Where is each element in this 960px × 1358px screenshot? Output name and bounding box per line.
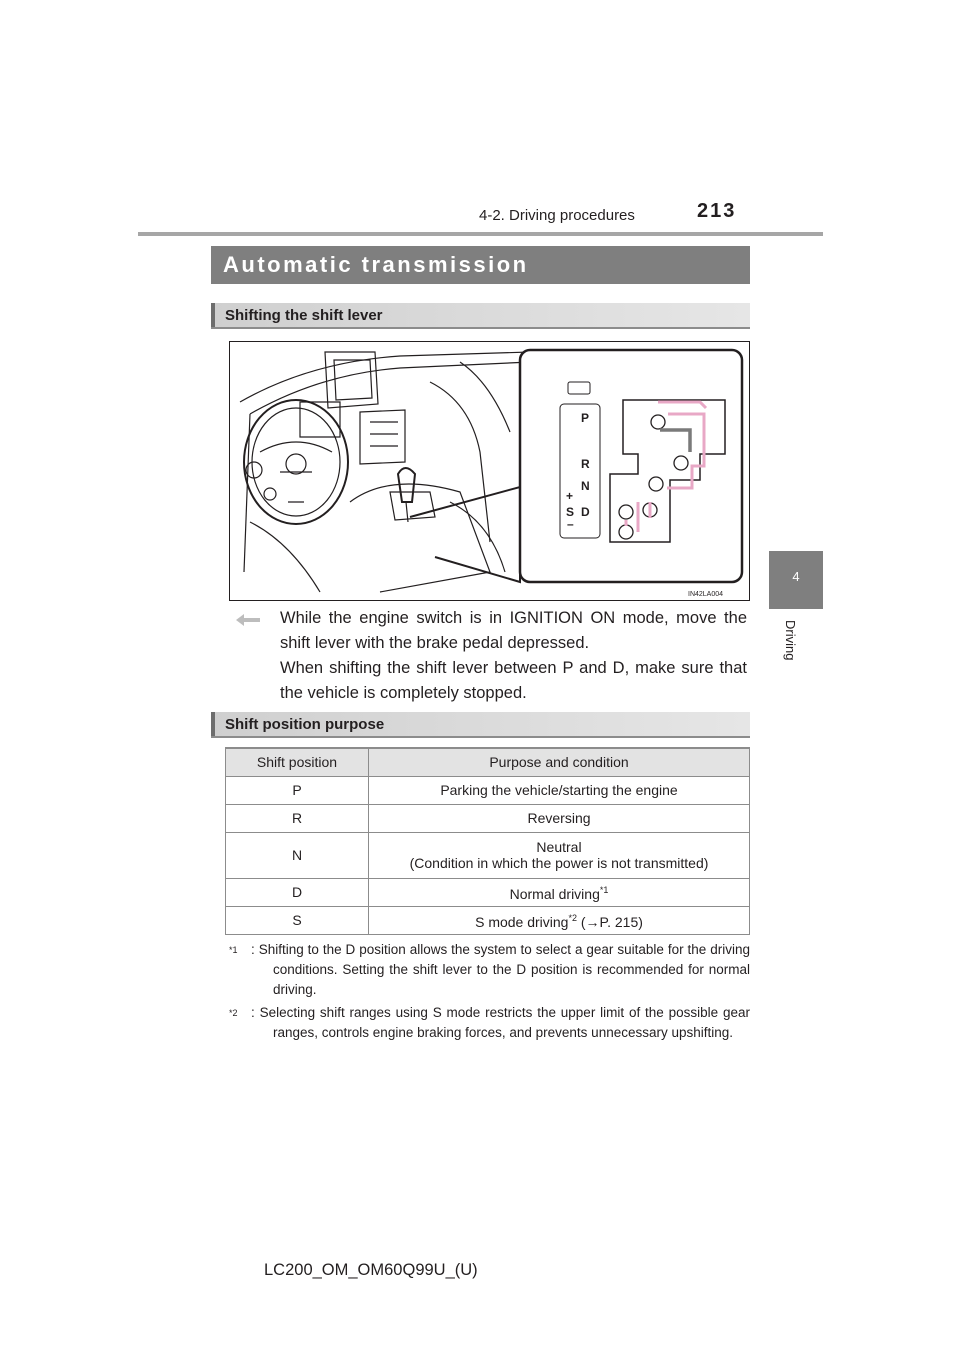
table-row: [226, 776, 750, 804]
page-title: Automatic transmission: [223, 252, 529, 277]
table-cell: N: [226, 832, 369, 878]
footnote-ref: *1: [599, 885, 609, 895]
chapter-label: Driving: [783, 620, 798, 661]
footnote-mark: *1: [229, 945, 238, 955]
cell-line: (Condition in which the power is not transmitted): [409, 855, 709, 871]
table-row: [226, 832, 750, 878]
zoom-callout: [520, 350, 742, 582]
subsection-title: Shift position purpose: [225, 716, 385, 733]
shift-position-table: [225, 747, 750, 935]
subsection-title: Shifting the shift lever: [225, 307, 383, 324]
gate-label-p: P: [581, 411, 590, 425]
table-row: [226, 906, 750, 934]
subsection-bar-purpose: [211, 712, 750, 738]
table-cell: S: [226, 906, 369, 934]
footnote-ref: *2: [568, 913, 577, 923]
subsection-bar-shifting: [211, 303, 750, 329]
header-rule: [138, 232, 823, 236]
footnote-2: [229, 1003, 750, 1043]
table-header-row: [226, 748, 750, 776]
table-cell: P: [226, 776, 369, 804]
cell-text: Normal driving: [509, 886, 600, 902]
chapter-number: 4: [792, 569, 800, 584]
left-arrow-icon: [236, 613, 260, 627]
table-cell: [369, 832, 750, 878]
caution-paragraph: When shifting the shift lever between P and D, make sure that the vehicle is completely stopped.: [280, 659, 747, 702]
figure-code: IN42LA004: [688, 591, 724, 598]
interior-drawing: [240, 352, 530, 592]
table-cell: Parking the vehicle/starting the engine: [369, 776, 750, 804]
footnote-1: [229, 940, 750, 1000]
gate-hole-s: [619, 525, 633, 539]
column-header: Shift position: [226, 748, 369, 776]
instruction-paragraph: While the engine switch is in IGNITION ON mode, move the shift lever with the brake pedal depressed.: [280, 609, 747, 652]
table-cell: [369, 906, 750, 934]
gate-label-s: S: [566, 505, 575, 519]
gate-label-plus: +: [566, 489, 574, 503]
chapter-tab: [769, 551, 823, 609]
shift-lever-illustration: [229, 341, 750, 601]
gate-label-d: D: [581, 505, 590, 519]
cell-text: S mode driving: [475, 914, 569, 930]
table-cell: [369, 878, 750, 906]
table-cell: R: [226, 804, 369, 832]
gate-label-minus: –: [567, 517, 574, 531]
footnote-text: : Selecting shift ranges using S mode restricts the upper limit of the possible gear ranges, controls engine braking forces, and prevents unnecessary upshifting.: [251, 1005, 750, 1040]
table-row: [226, 878, 750, 906]
table-row: [226, 804, 750, 832]
gate-label-n: N: [581, 479, 590, 493]
section-title: 4-2. Driving procedures: [479, 207, 635, 224]
page-reference-link[interactable]: (→P. 215): [580, 914, 643, 930]
gate-hole-p: [651, 415, 665, 429]
chapter-label-box: [770, 620, 822, 680]
table-cell: D: [226, 878, 369, 906]
cell-line: Neutral: [536, 839, 582, 855]
page-number: 213: [697, 200, 737, 222]
table-cell: Reversing: [369, 804, 750, 832]
gate-hole-r: [674, 456, 688, 470]
footnote-mark: *2: [229, 1008, 238, 1018]
gate-label-r: R: [581, 457, 590, 471]
gate-hole-n: [649, 477, 663, 491]
page-title-bar: [211, 246, 750, 284]
column-header: Purpose and condition: [369, 748, 750, 776]
footnote-text: : Shifting to the D position allows the system to select a gear suitable for the driving conditions. Setting the shift lever to the D position is recommended for normal driving.: [251, 942, 750, 997]
gate-hole-d: [619, 505, 633, 519]
document-code: LC200_OM_OM60Q99U_(U): [264, 1261, 478, 1279]
